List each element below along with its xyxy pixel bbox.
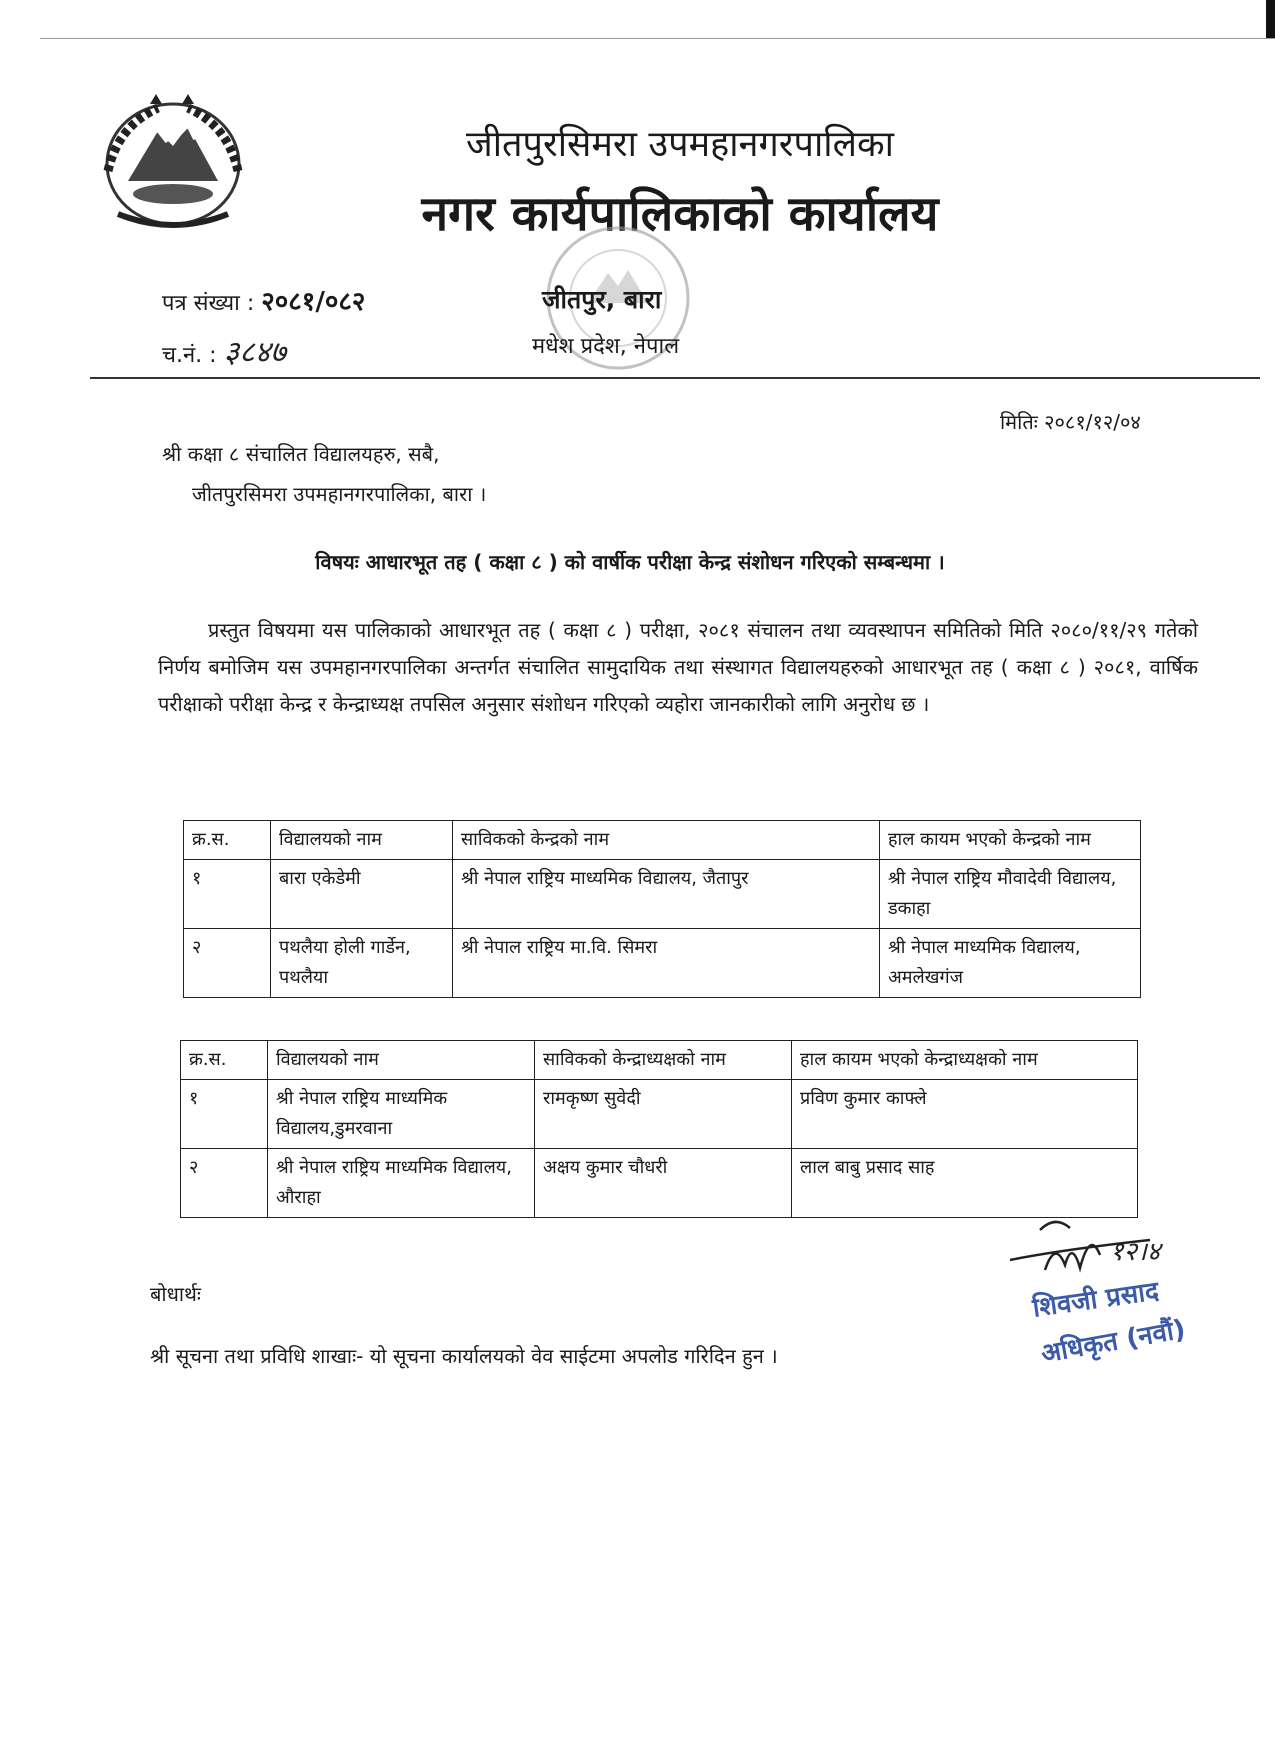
signature-block — [1000, 1210, 1260, 1370]
table-header: साविकको केन्द्रको नाम — [453, 821, 880, 860]
header-divider — [90, 377, 1260, 379]
letter-subject: विषयः आधारभूत तह ( कक्षा ८ ) को वार्षीक परीक्षा केन्द्र संशोधन गरिएको सम्बन्धमा । — [315, 550, 945, 574]
bodhartha-text: श्री सूचना तथा प्रविधि शाखाः- यो सूचना कार्यालयको वेव साईटमा अपलोड गरिदिन हुन । — [150, 1344, 778, 1368]
table-cell: श्री नेपाल राष्ट्रिय माध्यमिक विद्यालय, जैतापुर — [453, 860, 880, 929]
table-row — [184, 860, 1141, 929]
table-cell: बारा एकेडेमी — [271, 860, 453, 929]
table-cell: १ — [184, 860, 271, 929]
table-header: साविकको केन्द्राध्यक्षको नाम — [535, 1041, 792, 1080]
table-header-row — [184, 821, 1141, 860]
letter-number — [162, 282, 365, 318]
letter-body-text: प्रस्तुत विषयमा यस पालिकाको आधारभूत तह ( कक्षा ८ ) परीक्षा, २०८१ संचालन तथा व्यवस्थापन समितिको मिति २०८०/११/२९ गतेको निर्णय बमोजिम यस उपमहानगरपालिका अन्तर्गत संचालित सामुदायिक तथा संस्थागत विद्यालयहरुको आधारभूत तह ( कक्षा ८ ) २०८१, वार्षिक परीक्षाको परीक्षा केन्द्र र केन्द्राध्यक्ष तपसिल अनुसार संशोधन गरिएको व्यहोरा जानकारीको लागि अनुरोध छ । — [158, 618, 1198, 716]
top-rule — [40, 38, 1275, 39]
recipient-line-1: श्री कक्षा ८ संचालित विद्यालयहरु, सबै, — [162, 442, 440, 466]
nepal-emblem-icon — [88, 86, 258, 236]
stamp-name: शिवजी प्रसाद — [1030, 1276, 1161, 1324]
table-row — [184, 929, 1141, 998]
location-line-2: मधेश प्रदेश, नेपाल — [532, 334, 680, 359]
center-chief-table — [180, 1040, 1138, 1218]
letter-number-value: २०८१/०८२ — [261, 287, 366, 317]
signature-icon — [1000, 1210, 1200, 1290]
stamp-designation: अधिकृत (नवौं) — [1038, 1314, 1188, 1370]
letter-date: मितिः २०८१/१२/०४ — [1000, 410, 1141, 434]
table-header: हाल कायम भएको केन्द्रको नाम — [880, 821, 1141, 860]
letter-body — [158, 612, 1198, 723]
table-cell: अक्षय कुमार चौधरी — [535, 1149, 792, 1218]
table-header-row — [181, 1041, 1138, 1080]
table-row — [181, 1080, 1138, 1149]
table-cell: रामकृष्ण सुवेदी — [535, 1080, 792, 1149]
table-header: विद्यालयको नाम — [268, 1041, 535, 1080]
table-header: क्र.स. — [181, 1041, 268, 1080]
dispatch-number-label: च.नं. : — [162, 343, 217, 368]
table-cell: २ — [184, 929, 271, 998]
signature-date: १२।४ — [1110, 1237, 1161, 1267]
table-cell: १ — [181, 1080, 268, 1149]
table-row — [181, 1149, 1138, 1218]
table-header: विद्यालयको नाम — [271, 821, 453, 860]
table-cell: २ — [181, 1149, 268, 1218]
scan-edge-mark — [1266, 0, 1275, 38]
dispatch-number-value: ३८४७ — [223, 335, 286, 370]
table-cell: श्री नेपाल राष्ट्रिय माध्यमिक विद्यालय, औराहा — [268, 1149, 535, 1218]
table-cell: श्री नेपाल राष्ट्रिय मा.वि. सिमरा — [453, 929, 880, 998]
table-header: क्र.स. — [184, 821, 271, 860]
recipient-line-2: जीतपुरसिमरा उपमहानगरपालिका, बारा । — [192, 482, 487, 506]
dispatch-number — [162, 330, 286, 371]
table-cell: पथलैया होली गार्डेन, पथलैया — [271, 929, 453, 998]
table-header: हाल कायम भएको केन्द्राध्यक्षको नाम — [792, 1041, 1138, 1080]
table-cell: प्रविण कुमार काफ्ले — [792, 1080, 1138, 1149]
table-cell: श्री नेपाल राष्ट्रिय माध्यमिक विद्यालय,डुमरवाना — [268, 1080, 535, 1149]
table-cell: लाल बाबु प्रसाद साह — [792, 1149, 1138, 1218]
municipality-name: जीतपुरसिमरा उपमहानगरपालिका — [466, 124, 894, 165]
letter-number-label: पत्र संख्या : — [162, 291, 255, 316]
table-cell: श्री नेपाल माध्यमिक विद्यालय, अमलेखगंज — [880, 929, 1141, 998]
exam-center-table — [183, 820, 1141, 998]
table-cell: श्री नेपाल राष्ट्रिय मौवादेवी विद्यालय, डकाहा — [880, 860, 1141, 929]
location-line-1: जीतपुर, बारा — [542, 285, 662, 314]
bodhartha-label: बोधार्थः — [150, 1282, 201, 1306]
office-name: नगर कार्यपालिकाको कार्यालय — [421, 186, 939, 242]
